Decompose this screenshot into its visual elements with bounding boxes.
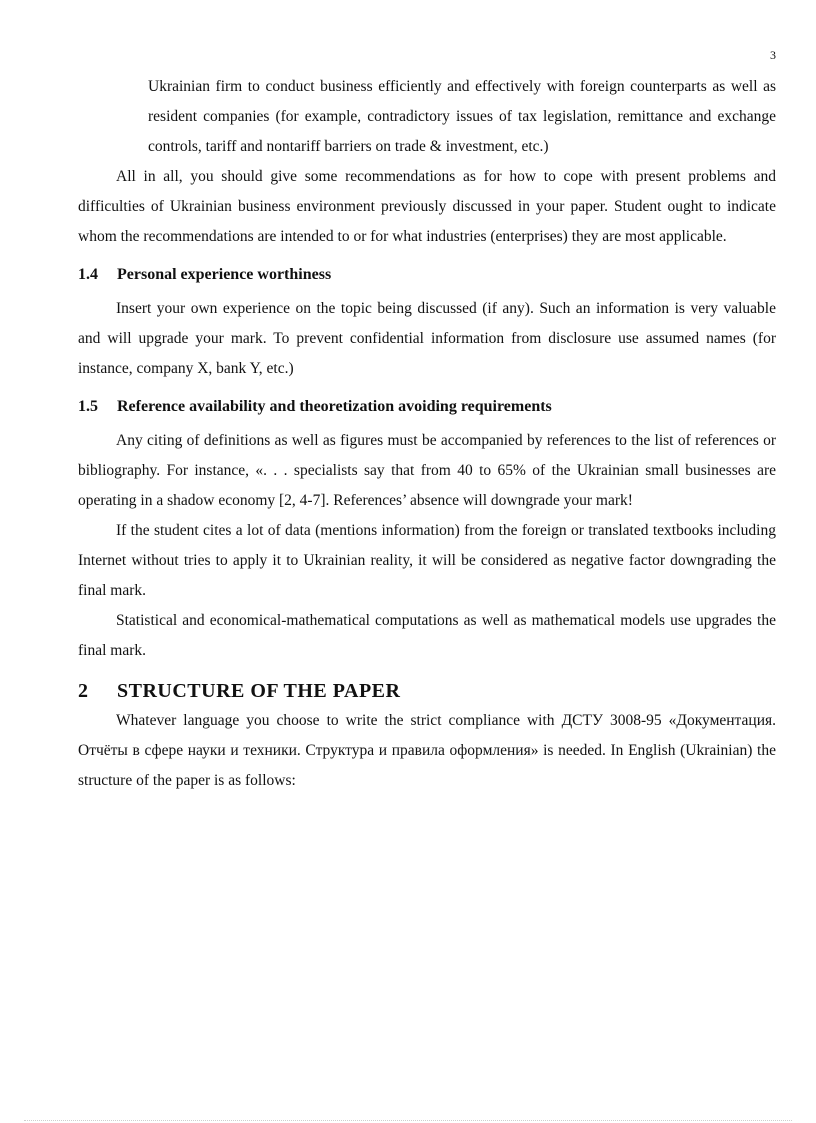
continued-paragraph: Ukrainian firm to conduct business efficiently and effectively with foreign counterparts as well as resident companies (for example, contradictory issues of tax legislation, remittance and exchange controls, tariff and nontariff barriers on trade & investment, etc.): [148, 78, 776, 155]
section-1-5-title: Reference availability and theoretization avoiding requirements: [117, 398, 552, 415]
section-2-title: STRUCTURE OF THE PAPER: [117, 680, 401, 702]
section-2-body: Whatever language you choose to write the strict compliance with ДСТУ 3008-95 «Документация. Отчёты в сфере науки и техники. Структура и правила оформления» is needed. In English (Ukrainian) the structure of the paper is as follows:: [78, 712, 776, 789]
section-2-heading: [78, 666, 776, 706]
section-1-4-title: Personal experience worthiness: [117, 266, 332, 283]
recommendations-paragraph: All in all, you should give some recommendations as for how to cope with present problems and difficulties of Ukrainian business environment previously discussed in your paper. Student ought to indicate whom the recommendations are intended to or for what industries (enterprises) they are most applicable.: [78, 168, 776, 245]
section-1-5-body-1: Any citing of definitions as well as figures must be accompanied by references to the list of references or bibliography. For instance, «. . . specialists say that from 40 to 65% of the Ukrainian small businesses are operating in a shadow economy [2, 4-7]. References’ absence will downgrade your mark!: [78, 432, 776, 509]
section-1-4-body: Insert your own experience on the topic being discussed (if any). Such an information is very valuable and will upgrade your mark. To prevent confidential information from disclosure use assumed names (for instance, company X, bank Y, etc.): [78, 300, 776, 377]
page-bottom-divider: [24, 1120, 792, 1121]
section-2-number: 2: [78, 680, 89, 702]
section-1-5-body-3: Statistical and economical-mathematical computations as well as mathematical models use upgrades the final mark.: [78, 612, 776, 659]
section-1-5-heading: [78, 384, 776, 426]
section-1-5-number: 1.5: [78, 398, 98, 415]
section-1-4-number: 1.4: [78, 266, 98, 283]
section-1-5-body-2: If the student cites a lot of data (mentions information) from the foreign or translated textbooks including Internet without tries to apply it to Ukrainian reality, it will be considered as negative factor downgrading the final mark.: [78, 522, 776, 599]
section-1-4-heading: [78, 252, 776, 294]
page-number: 3: [770, 48, 776, 62]
page-content: [78, 72, 776, 796]
